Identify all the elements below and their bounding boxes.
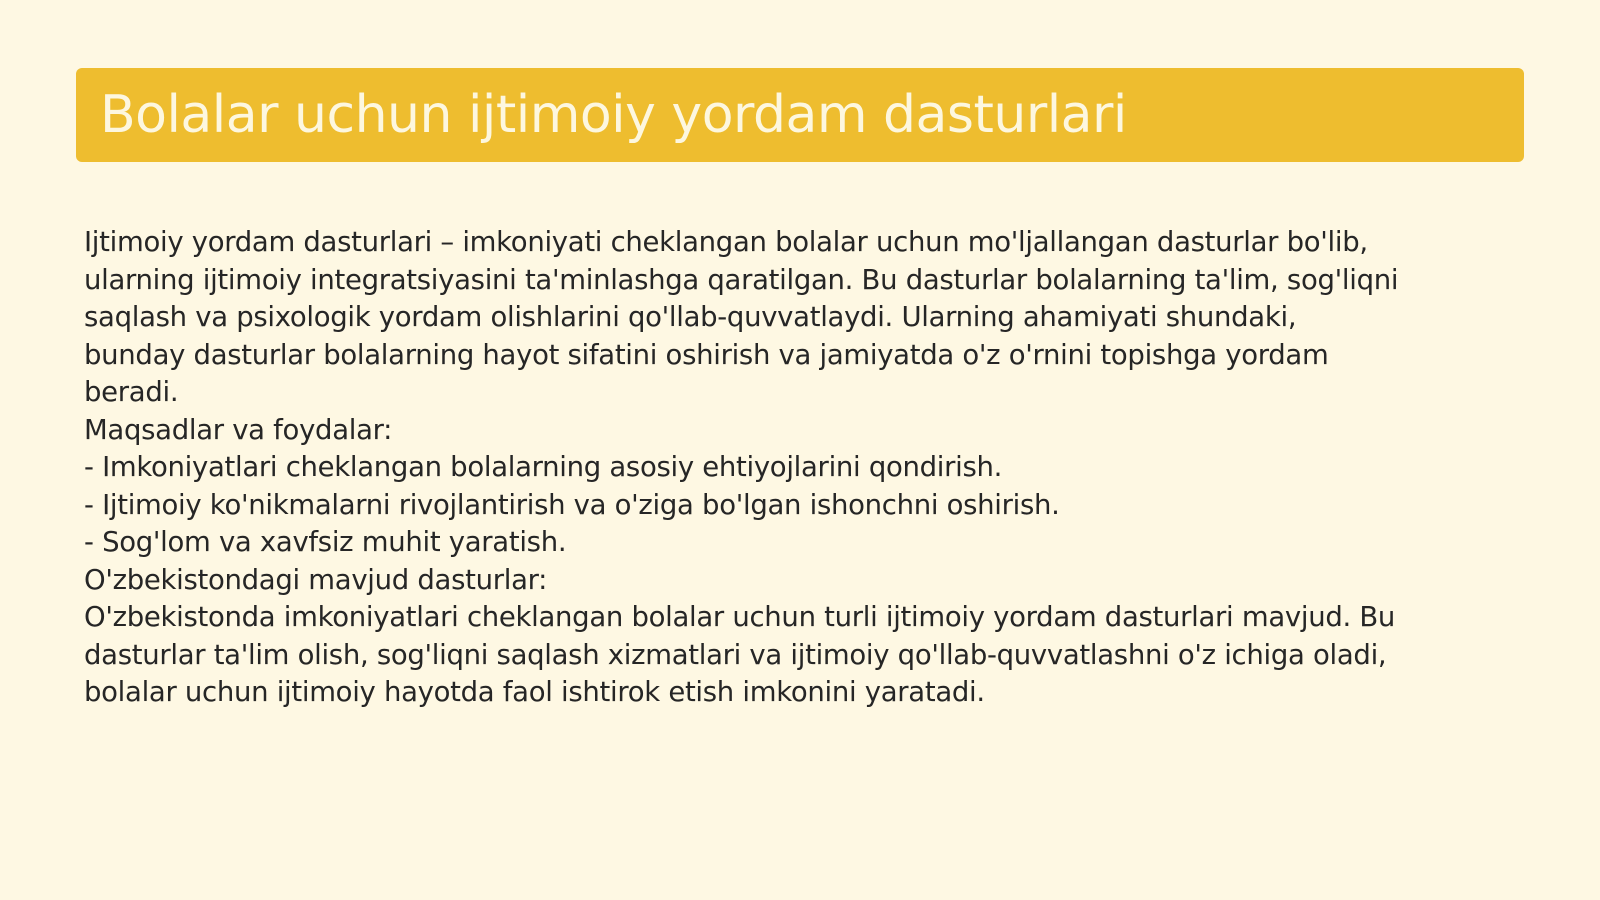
section-heading-programs: O'zbekistondagi mavjud dasturlar:: [84, 563, 548, 596]
body-line: saqlash va psixologik yordam olishlarini qo'llab-quvvatlaydi. Ularning ahamiyati shundaki,: [84, 301, 1297, 333]
bullet-item: - Sog'lom va xavfsiz muhit yaratish.: [84, 526, 567, 558]
body-line: Ijtimoiy yordam dasturlari – imkoniyati cheklangan bolalar uchun mo'ljallangan dasturlar bo'lib,: [84, 226, 1368, 258]
body-line: O'zbekistonda imkoniyatlari cheklangan bolalar uchun turli ijtimoiy yordam dasturlari mavjud. Bu: [84, 601, 1396, 633]
body-line: bolalar uchun ijtimoiy hayotda faol ishtirok etish imkonini yaratadi.: [84, 676, 985, 708]
title-bar: [76, 68, 1524, 162]
body-line: dasturlar ta'lim olish, sog'liqni saqlash xizmatlari va ijtimoiy qo'llab-quvvatlashni o'z ichiga oladi,: [84, 638, 1387, 671]
body-line: ularning ijtimoiy integratsiyasini ta'minlashga qaratilgan. Bu dasturlar bolalarning ta'lim, sog'liqni: [84, 263, 1399, 296]
bullet-item: - Ijtimoiy ko'nikmalarni rivojlantirish va o'ziga bo'lgan ishonchni oshirish.: [84, 488, 1060, 521]
body-line: beradi.: [84, 376, 179, 408]
slide-body: [84, 224, 1544, 712]
slide-title: Bolalar uchun ijtimoiy yordam dasturlari: [100, 85, 1127, 145]
section-heading-goals: Maqsadlar va foydalar:: [84, 413, 393, 446]
bullet-item: - Imkoniyatlari cheklangan bolalarning asosiy ehtiyojlarini qondirish.: [84, 451, 1003, 483]
body-line: bunday dasturlar bolalarning hayot sifatini oshirish va jamiyatda o'z o'rnini topishga yordam: [84, 338, 1329, 371]
